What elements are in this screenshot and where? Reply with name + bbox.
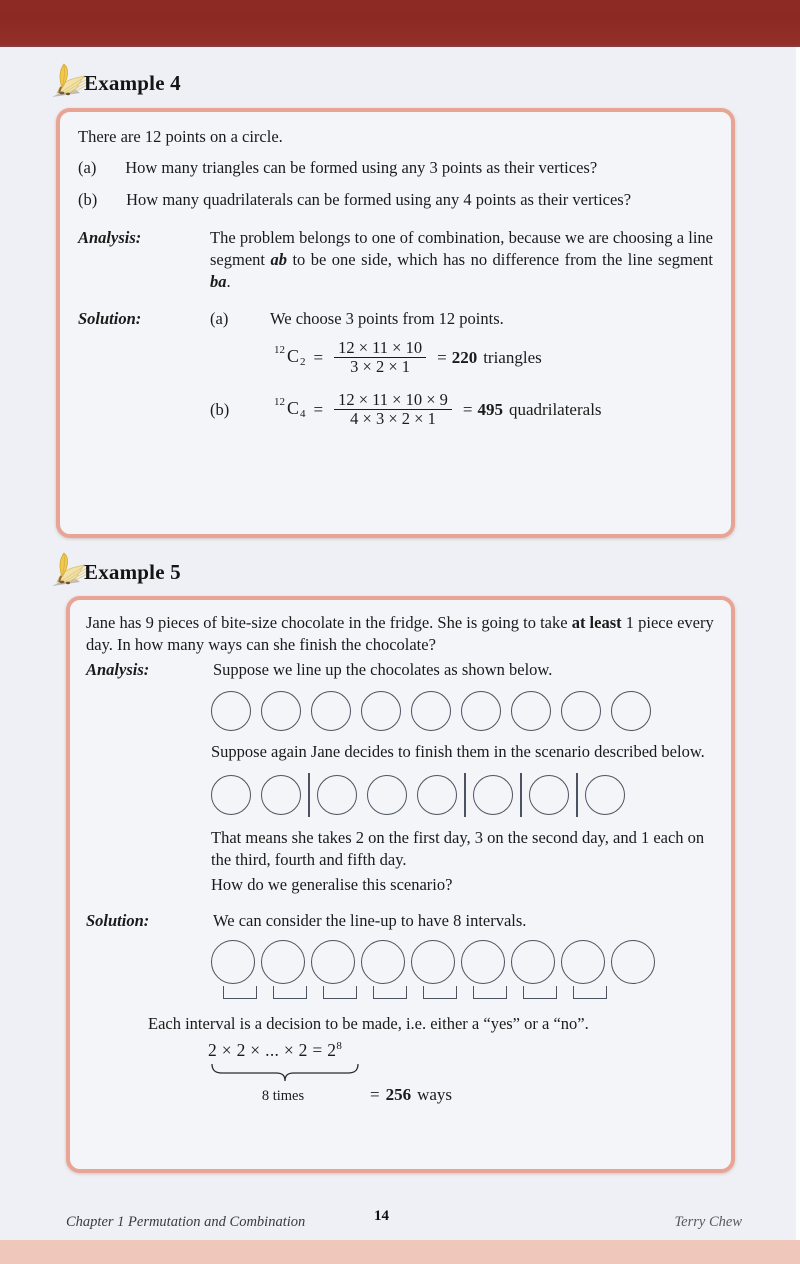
interval-bracket — [273, 986, 307, 999]
example-4-solution-row — [78, 308, 713, 330]
result-unit-b: quadrilaterals — [509, 400, 602, 420]
chocolate-circle — [529, 775, 569, 815]
chocolate-circle — [361, 691, 401, 731]
solution-marker-b: (b) — [210, 399, 230, 419]
power-of-two-expression — [208, 1039, 715, 1063]
fraction-b — [334, 389, 452, 429]
comb-subscript-a: 2 — [300, 356, 306, 369]
comb-superscript-b: 12 — [274, 396, 285, 409]
chocolate-circle — [261, 691, 301, 731]
combination-notation-b — [274, 396, 306, 421]
example-5-intro — [86, 612, 715, 657]
analysis-label: Analysis: — [86, 659, 150, 679]
analysis-line-4: How do we generalise this scenario? — [211, 874, 453, 894]
analysis-em-ab: ab — [270, 250, 287, 270]
chocolate-circle — [611, 940, 655, 984]
part-b-marker: (b) — [78, 189, 98, 209]
power-of-two-block — [208, 1039, 715, 1107]
analysis-text-2: to be one side, which has no difference from the line segment — [286, 250, 713, 270]
divider-bar — [520, 773, 522, 817]
final-result: 256 — [385, 1085, 412, 1105]
chocolate-circle — [561, 940, 605, 984]
interval-bracket — [523, 986, 557, 999]
power-expression-text: 2 × 2 × ... × 2 = 2 — [208, 1040, 337, 1061]
interval-bracket — [373, 986, 407, 999]
footer-page-number: 14 — [374, 1208, 389, 1224]
chocolate-circle — [461, 940, 505, 984]
interval-bracket-row — [223, 986, 715, 999]
solution-line-1: We can consider the line-up to have 8 intervals. — [213, 910, 527, 930]
chocolate-circle — [317, 775, 357, 815]
example-5-intro-2: 1 piece every day. In how many ways can she finish the chocolate? — [86, 613, 714, 655]
fraction-a-denominator: 3 × 2 × 1 — [334, 357, 426, 376]
interval-bracket — [423, 986, 457, 999]
chocolate-circle — [511, 691, 551, 731]
interval-bracket — [573, 986, 607, 999]
interval-bracket — [223, 986, 257, 999]
fraction-b-denominator: 4 × 3 × 2 × 1 — [334, 409, 452, 428]
comb-symbol-b: C — [287, 398, 300, 419]
divider-bar — [576, 773, 578, 817]
comb-subscript-b: 4 — [300, 408, 306, 421]
example-4-part-b — [78, 189, 713, 211]
example-5-intro-1: Jane has 9 pieces of bite-size chocolate in the fridge. She is going to take — [86, 613, 572, 632]
part-b-text: How many quadrilaterals can be formed using any 4 points as their vertices? — [126, 189, 632, 209]
chocolate-row-divided — [211, 773, 715, 817]
solution-line-2: Each interval is a decision to be made, i.e. either a “yes” or a “no”. — [148, 1014, 589, 1034]
final-equals: = — [370, 1085, 380, 1105]
chocolate-circle — [211, 691, 251, 731]
analysis-line-3: That means she takes 2 on the first day, 3 on the second day, and 1 each on the third, fourth and fifth day. — [211, 828, 705, 870]
example-5-title: Example 5 — [84, 560, 181, 584]
result-unit-a: triangles — [483, 348, 542, 368]
part-a-text: How many triangles can be formed using any 3 points as their vertices? — [125, 158, 598, 178]
equals-sign-a2: = — [437, 348, 447, 368]
final-result-unit: ways — [417, 1085, 453, 1105]
top-banner — [0, 0, 800, 47]
example-4-heading — [46, 60, 181, 100]
solution-lead-a: We choose 3 points from 12 points. — [270, 308, 504, 328]
chocolate-circle — [411, 940, 455, 984]
analysis-label: Analysis: — [78, 227, 142, 247]
formula-a — [274, 337, 713, 377]
example-4-analysis-row — [78, 227, 713, 294]
chocolate-circle — [261, 775, 301, 815]
result-a: 220 — [451, 348, 478, 368]
divider-bar — [308, 773, 310, 817]
example-5-analysis-row — [86, 659, 715, 681]
solution-label: Solution: — [86, 910, 150, 930]
chocolate-circle — [417, 775, 457, 815]
part-a-marker: (a) — [78, 158, 97, 178]
underbrace-icon — [210, 1063, 360, 1083]
chocolate-circle — [311, 940, 355, 984]
example-4-title: Example 4 — [84, 71, 181, 95]
chocolate-circle — [411, 691, 451, 731]
example-4-box — [56, 108, 735, 538]
example-4-part-a — [78, 157, 713, 179]
chocolate-circle — [561, 691, 601, 731]
brace-result-row — [208, 1084, 715, 1107]
chocolate-circle — [367, 775, 407, 815]
chocolate-circle — [611, 691, 651, 731]
solution-label: Solution: — [78, 308, 142, 328]
footer-chapter: Chapter 1 Permutation and Combination — [66, 1214, 306, 1230]
brace-label: 8 times — [261, 1088, 305, 1105]
solution-marker-a: (a) — [210, 308, 229, 328]
analysis-text-1: The problem belongs to one of combination, because we are choosing a line segment — [210, 227, 713, 270]
page-footer — [0, 1208, 800, 1238]
interval-bracket — [473, 986, 507, 999]
formula-b — [210, 389, 713, 429]
chocolate-circle — [211, 775, 251, 815]
chocolate-circle — [461, 691, 501, 731]
equals-sign-b1: = — [313, 400, 324, 420]
analysis-em-ba: ba — [210, 272, 227, 292]
combination-notation-a — [274, 344, 306, 369]
fraction-a-numerator: 12 × 11 × 10 — [338, 337, 423, 357]
result-b: 495 — [477, 400, 504, 420]
comb-superscript-a: 12 — [274, 344, 285, 357]
chocolate-circle — [511, 940, 555, 984]
chocolate-circle — [473, 775, 513, 815]
chocolate-circle — [211, 940, 255, 984]
power-exponent: 8 — [336, 1040, 343, 1053]
analysis-text-3: . — [226, 272, 231, 292]
example-5-box — [66, 596, 735, 1173]
footer-author: Terry Chew — [674, 1214, 742, 1230]
comb-symbol-a: C — [287, 346, 300, 367]
example-5-heading — [46, 549, 181, 589]
equals-sign-a1: = — [313, 348, 324, 368]
chocolate-circle — [261, 940, 305, 984]
interval-diagram — [86, 940, 715, 999]
chocolate-circle — [585, 775, 625, 815]
analysis-text — [210, 227, 713, 294]
right-page-edge — [796, 47, 800, 1240]
example-5-solution-row — [86, 910, 715, 932]
analysis-line-2: Suppose again Jane decides to finish them in the scenario described below. — [211, 741, 705, 761]
interval-circle-row — [211, 940, 715, 984]
fraction-a — [334, 337, 426, 377]
equals-sign-b2: = — [462, 400, 473, 420]
analysis-line-1: Suppose we line up the chocolates as shown below. — [213, 659, 553, 679]
bottom-banner — [0, 1240, 800, 1264]
chocolate-circle — [311, 691, 351, 731]
example-4-intro: There are 12 points on a circle. — [78, 127, 283, 146]
example-5-intro-bold: at least — [571, 613, 622, 632]
chocolate-circle — [361, 940, 405, 984]
chocolate-row-plain — [211, 691, 715, 731]
divider-bar — [464, 773, 466, 817]
interval-bracket — [323, 986, 357, 999]
fraction-b-numerator: 12 × 11 × 10 × 9 — [338, 389, 448, 409]
